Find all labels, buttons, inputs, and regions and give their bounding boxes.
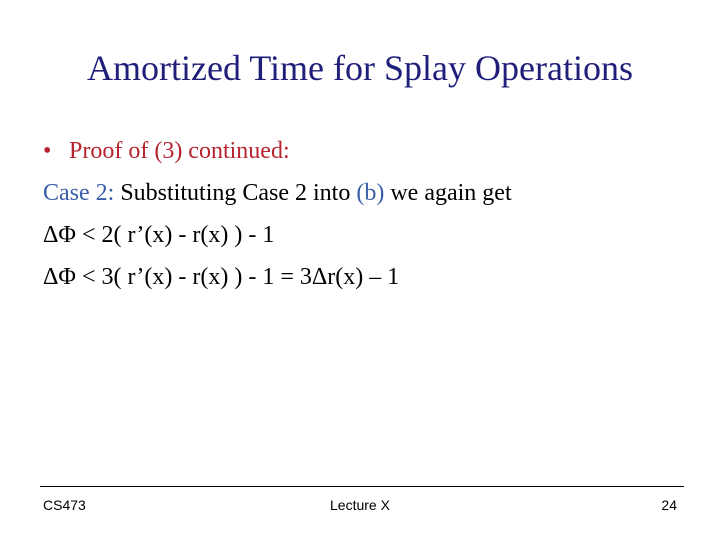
slide-body — [43, 130, 703, 298]
case-text-before: Substituting Case 2 into — [114, 180, 357, 206]
case-ref: (b) — [356, 180, 385, 206]
case-line — [43, 172, 703, 214]
slide-title: Amortized Time for Splay Operations — [87, 48, 633, 88]
bullet-text: Proof of (3) continued: — [69, 138, 290, 164]
equation-1: ΔΦ < 2( r’(x) - r(x) ) - 1 — [43, 222, 275, 248]
footer-course: CS473 — [43, 497, 86, 513]
footer-page-number: 24 — [661, 497, 677, 513]
case-label: Case 2: — [43, 180, 115, 206]
case-text-after: we again get — [384, 180, 512, 206]
bullet-item — [43, 130, 703, 172]
footer-divider — [40, 486, 684, 487]
equation-2: ΔΦ < 3( r’(x) - r(x) ) - 1 = 3Δr(x) – 1 — [43, 264, 400, 290]
bullet-marker: • — [43, 138, 52, 164]
footer-lecture: Lecture X — [330, 497, 390, 513]
